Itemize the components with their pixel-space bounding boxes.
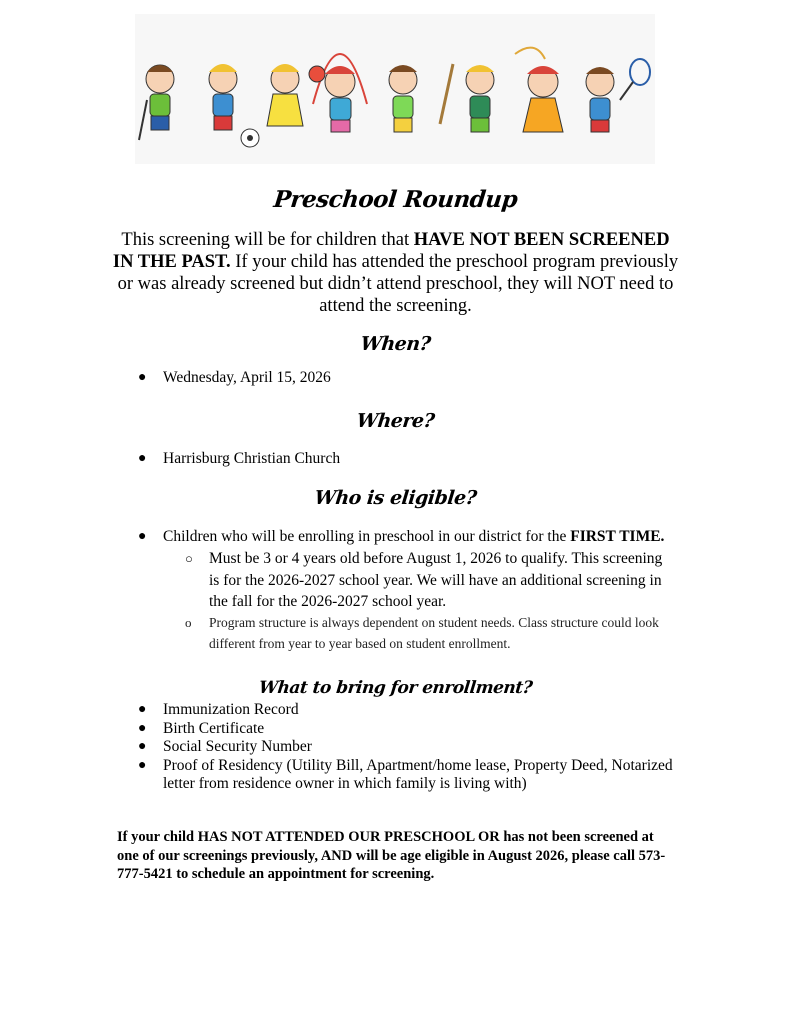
eligible-sub-item-1-text: Must be 3 or 4 years old before August 1, 2026 to qualify. This screening is for the 2026-2027 school year. We will have an additional screening in the fall for the 2026-2027 school year. bbox=[209, 550, 663, 610]
bring-heading: What to bring for enrollment? bbox=[257, 678, 534, 698]
eligible-sub-item-2-text: Program structure is always dependent on student needs. Class structure could look different from year to year based on student enrollment. bbox=[209, 615, 659, 651]
children-banner-illustration bbox=[135, 14, 655, 164]
intro-text-1: This screening will be for children that bbox=[121, 230, 414, 250]
bullet-glyph: ● bbox=[138, 529, 147, 544]
circle-marker: ○ bbox=[185, 551, 193, 566]
eligible-sub-item-1 bbox=[185, 548, 665, 613]
page-title: Preschool Roundup bbox=[272, 186, 519, 213]
eligible-item-plain: Children who will be enrolling in preschool in our district for the bbox=[163, 528, 571, 545]
bullet-glyph: ● bbox=[138, 451, 147, 466]
intro-bold-text: HAVE NOT BEEN SCREENED IN THE PAST. bbox=[112, 230, 670, 272]
bring-item-text: Immunization Record bbox=[163, 701, 299, 718]
bring-item-text: Birth Certificate bbox=[163, 719, 265, 737]
bullet-glyph: ● bbox=[138, 739, 147, 754]
when-heading: When? bbox=[359, 333, 432, 355]
list-item bbox=[138, 701, 688, 720]
list-item bbox=[138, 738, 688, 757]
where-heading: Where? bbox=[355, 410, 436, 432]
bullet-glyph: ● bbox=[138, 757, 147, 773]
eligible-heading: Who is eligible? bbox=[313, 487, 478, 509]
bullet-glyph: ● bbox=[138, 720, 147, 736]
where-location-text: Harrisburg Christian Church bbox=[163, 450, 341, 467]
bullet-glyph: ● bbox=[138, 370, 147, 385]
when-date-text: Wednesday, April 15, 2026 bbox=[163, 369, 331, 386]
eligible-item-bold: FIRST TIME. bbox=[570, 528, 665, 545]
intro-paragraph bbox=[112, 229, 679, 317]
bring-item-text: Proof of Residency (Utility Bill, Apartment/home lease, Property Deed, Notarized letter from residence owner in which family is living with) bbox=[163, 756, 673, 792]
o-marker: o bbox=[185, 615, 192, 630]
list-item bbox=[138, 720, 688, 739]
bring-list bbox=[138, 701, 688, 794]
list-item bbox=[138, 757, 688, 794]
intro-text-2: If your child has attended the preschool program previously or was already screened but didn’t attend preschool, they will NOT need to attend the screening. bbox=[117, 252, 679, 316]
bullet-glyph: ● bbox=[138, 702, 147, 717]
eligible-sub-item-2 bbox=[185, 613, 665, 654]
footer-call-to-action: If your child HAS NOT ATTENDED OUR PRESCHOOL OR has not been screened at one of our screenings previously, AND will be age eligible in August 2026, please call 573-777-5421 to schedule an appointment for screening. bbox=[117, 829, 666, 882]
bring-item-text: Social Security Number bbox=[163, 738, 312, 755]
eligible-item-text bbox=[163, 528, 664, 547]
